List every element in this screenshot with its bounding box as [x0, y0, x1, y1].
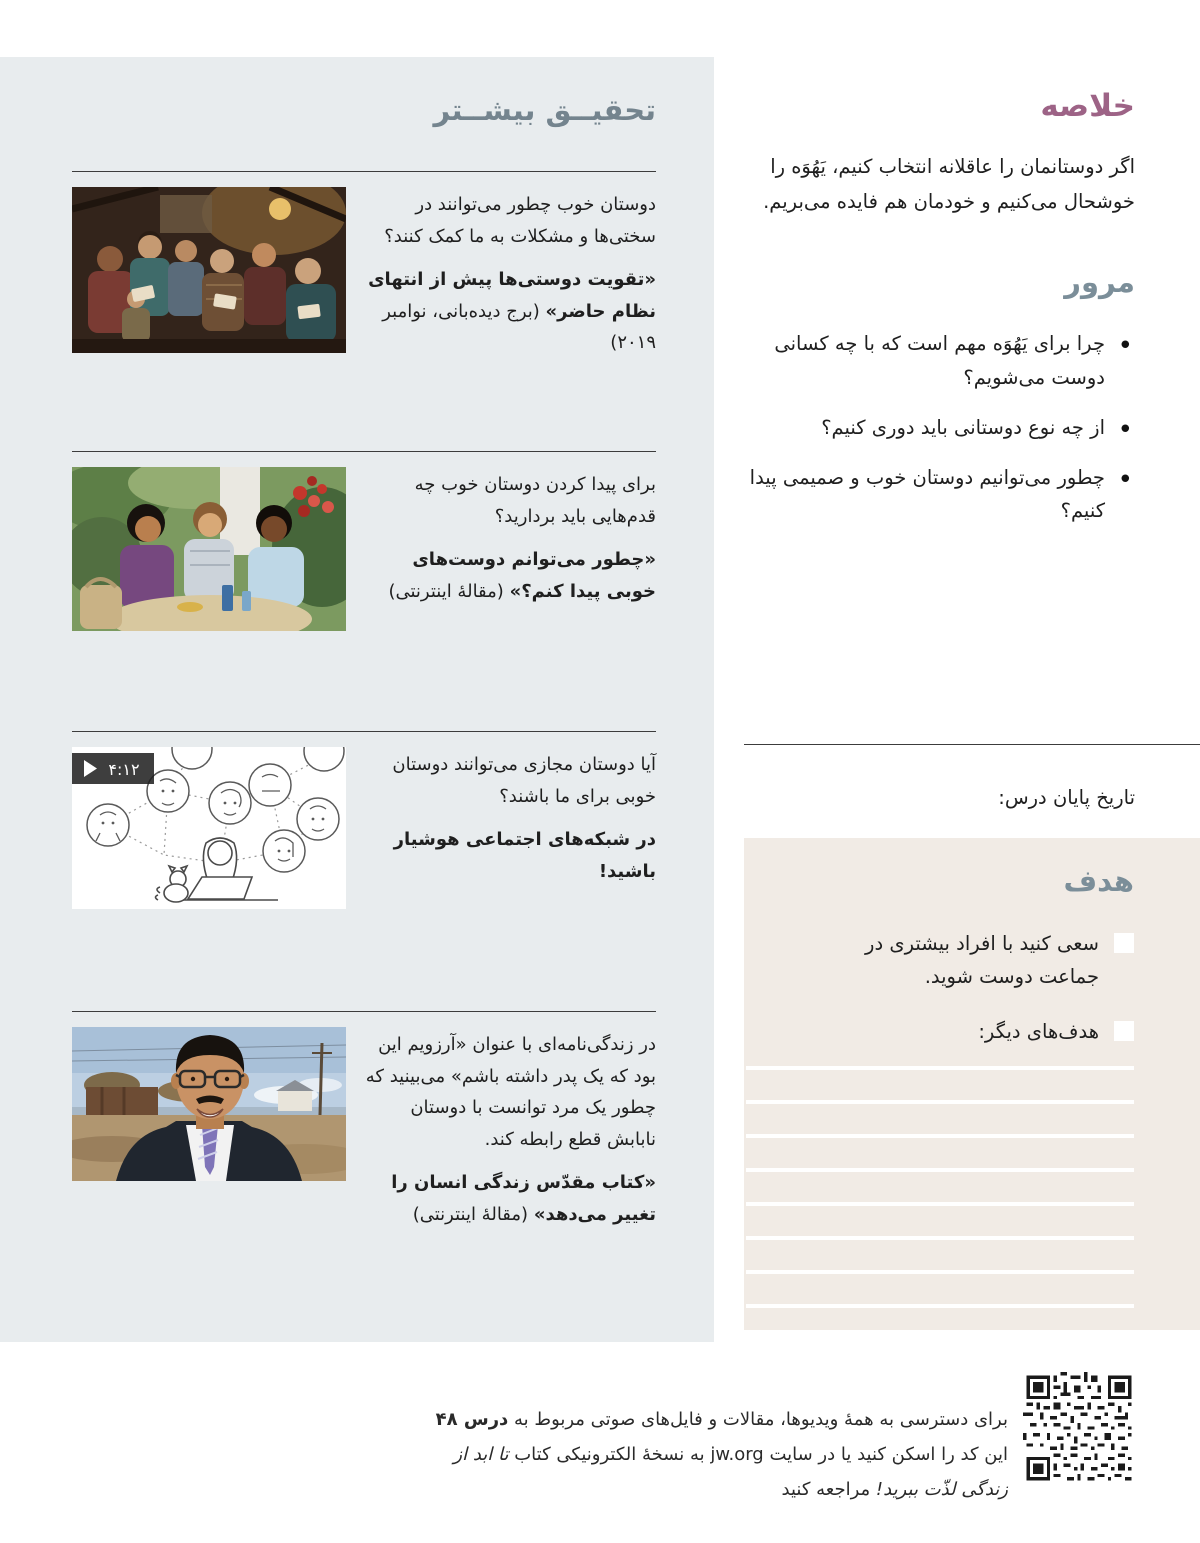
three-women-talking-outdoors-photo [72, 467, 346, 631]
research-question: دوستان خوب چطور می‌توانند در سختی‌ها و مشکلات به ما کمک کنند؟ [384, 194, 656, 247]
goal-item-1 [814, 928, 1134, 994]
footer-text-part2: این کد را اسکن کنید یا در سایت jw.org به نسخهٔ الکترونیکی کتاب [508, 1444, 1008, 1466]
review-heading: مرور [1064, 265, 1135, 300]
goal-item-2 [814, 1016, 1134, 1049]
further-research-heading: تحقیــق بیشــتر [433, 93, 656, 127]
research-item-3 [72, 731, 656, 1011]
review-question-1: • چرا برای یَهُوَه مهم است که با چه کسانی دوست می‌شویم؟ [743, 327, 1135, 393]
footer-book-title: تا ابد از زندگی لذّت ببرید! [453, 1444, 1008, 1501]
research-question: آیا دوستان مجازی می‌توانند دوستان خوبی برای ما باشند؟ [392, 754, 656, 807]
video-title: در شبکه‌های اجتماعی هوشیار باشید! [393, 829, 656, 882]
goal-box [744, 838, 1200, 1330]
article-source: (مقالهٔ اینترنتی) [412, 1203, 529, 1225]
goal-text: سعی کنید با افراد بیشتری در جماعت دوست شوید. [865, 932, 1099, 988]
goal-checkbox [1114, 1021, 1134, 1041]
summary-heading: خلاصه [1040, 88, 1135, 124]
section-divider [744, 744, 1200, 745]
article-source: (مقالهٔ اینترنتی) [388, 580, 504, 602]
research-item-4 [72, 1011, 656, 1230]
completion-date-label: تاریخ پایان درس: [998, 785, 1135, 809]
writing-line [746, 1134, 1134, 1138]
writing-line [746, 1270, 1134, 1274]
video-duration-badge [72, 753, 154, 784]
goal-text: هدف‌های دیگر: [978, 1019, 1099, 1043]
writing-lines [746, 1066, 1134, 1338]
goal-heading: هدف [1063, 864, 1134, 898]
research-question: برای پیدا کردن دوستان خوب چه قدم‌هایی باید بردارید؟ [414, 474, 656, 527]
research-item-1 [72, 171, 656, 451]
qr-code [1023, 1372, 1135, 1484]
social-network-video-thumbnail [72, 747, 346, 909]
review-question-3: • چطور می‌توانیم دوستان خوب و صمیمی پیدا کنیم؟ [743, 461, 1135, 527]
further-research-panel [0, 57, 714, 1342]
writing-line [746, 1202, 1134, 1206]
publication-source: (برج دیده‌بانی، نوامبر ۲۰۱۹) [382, 300, 656, 353]
social-network-illustration [72, 747, 346, 909]
research-question: در زندگی‌نامه‌ای با عنوان «آرزویم این بود که یک پدر داشته باشم» می‌بینید که چطور یک مرد توانست با دوستان نابابش قطع رابطه کند. [365, 1034, 656, 1150]
review-questions [743, 327, 1135, 527]
writing-line [746, 1100, 1134, 1104]
review-question-2: • از چه نوع دوستانی باید دوری کنیم؟ [743, 411, 1135, 444]
research-item-2 [72, 451, 656, 731]
article-title: «کتاب مقدّس زندگی انسان را تغییر می‌دهد» [391, 1172, 656, 1225]
goal-checkbox [1114, 933, 1134, 953]
man-portrait-photo [72, 1027, 346, 1181]
svg-text:۴:۱۲: ۴:۱۲ [108, 760, 140, 779]
writing-line [746, 1168, 1134, 1172]
footer-lesson-number: درس ۴۸ [435, 1409, 509, 1430]
writing-line [746, 1066, 1134, 1070]
footer-access-note [428, 1402, 1008, 1507]
qr-code-graphic [1023, 1372, 1135, 1484]
summary-text: اگر دوستانمان را عاقلانه انتخاب کنیم، یَهُوَه را خوشحال می‌کنیم و خودمان هم فایده می‌بریم. [763, 155, 1135, 213]
writing-line [746, 1236, 1134, 1240]
publication-title: «تقویت دوستی‌ها پیش از انتهای نظام حاضر» [368, 269, 656, 322]
footer-text-part3: مراجعه کنید [781, 1479, 876, 1501]
friends-gathered-illustration [72, 187, 346, 353]
footer-text-part1: برای دسترسی به همهٔ ویدیوها، مقالات و فایل‌های صوتی مربوط به [508, 1409, 1008, 1430]
article-title: «چطور می‌توانم دوست‌های خوبی پیدا کنم؟» [412, 549, 656, 602]
man-portrait-illustration [72, 1027, 346, 1181]
three-women-illustration [72, 467, 346, 631]
writing-line [746, 1304, 1134, 1308]
friends-gathered-indoors-photo [72, 187, 346, 353]
summary-review-column [743, 88, 1135, 544]
